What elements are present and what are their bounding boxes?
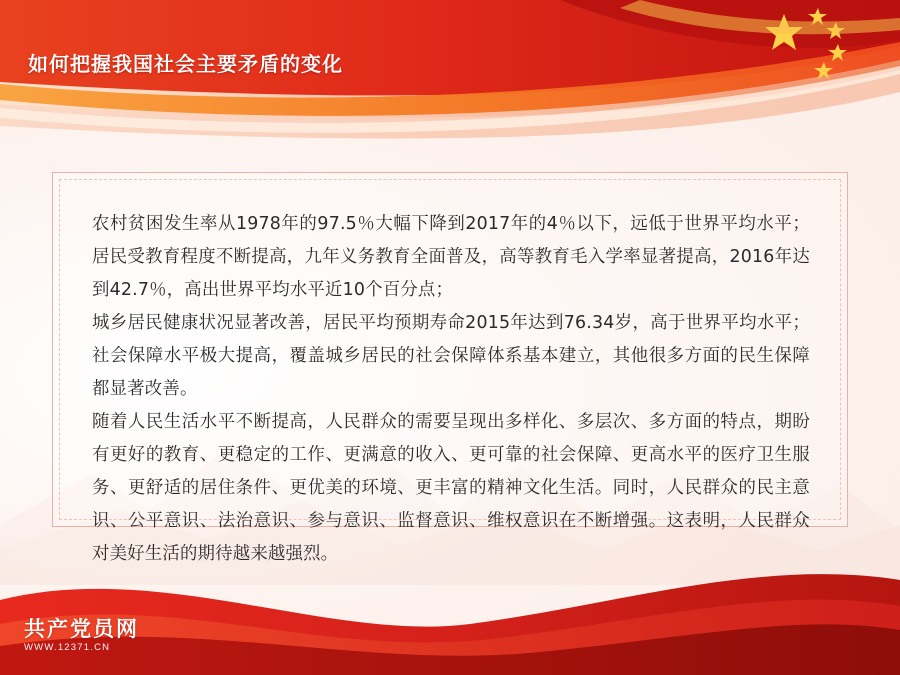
page-title: 如何把握我国社会主要矛盾的变化: [28, 52, 343, 76]
content-panel: [52, 172, 848, 564]
paragraph-3: 随着人民生活水平不断提高，人民群众的需要呈现出多样化、多层次、多方面的特点，期盼有更好的教育、更稳定的工作、更满意的收入、更可靠的社会保障、更高水平的医疗卫生服务、更舒适的居住条件、更优美的环境、更丰富的精神文化生活。同时，人民群众的民主意识、公平意识、法治意识、参与意识、监督意识、维权意识在不断增强。这表明，人民群众对美好生活的期待越来越强烈。: [92, 412, 810, 564]
logo-name: 共产党员网: [24, 616, 139, 641]
content-panel-inner-border: [59, 179, 841, 564]
logo-url: WWW.12371.CN: [24, 642, 111, 654]
body-text: [92, 208, 810, 571]
paragraph-1: 农村贫困发生率从1978年的97.5％大幅下降到2017年的4％以下，远低于世界平均水平；居民受教育程度不断提高，九年义务教育全面普及，高等教育毛入学率显著提高，2016年达到42.7％，高出世界平均水平近10个百分点；: [92, 214, 810, 300]
footer-wave-graphic: [0, 550, 900, 675]
paragraph-2: 城乡居民健康状况显著改善，居民平均预期寿命2015年达到76.34岁，高于世界平均水平；社会保障水平极大提高，覆盖城乡居民的社会保障体系基本建立，其他很多方面的民生保障都显著改善。: [92, 313, 810, 399]
header-banner: [0, 0, 900, 150]
footer-banner: [0, 550, 900, 675]
site-logo: [24, 618, 139, 653]
